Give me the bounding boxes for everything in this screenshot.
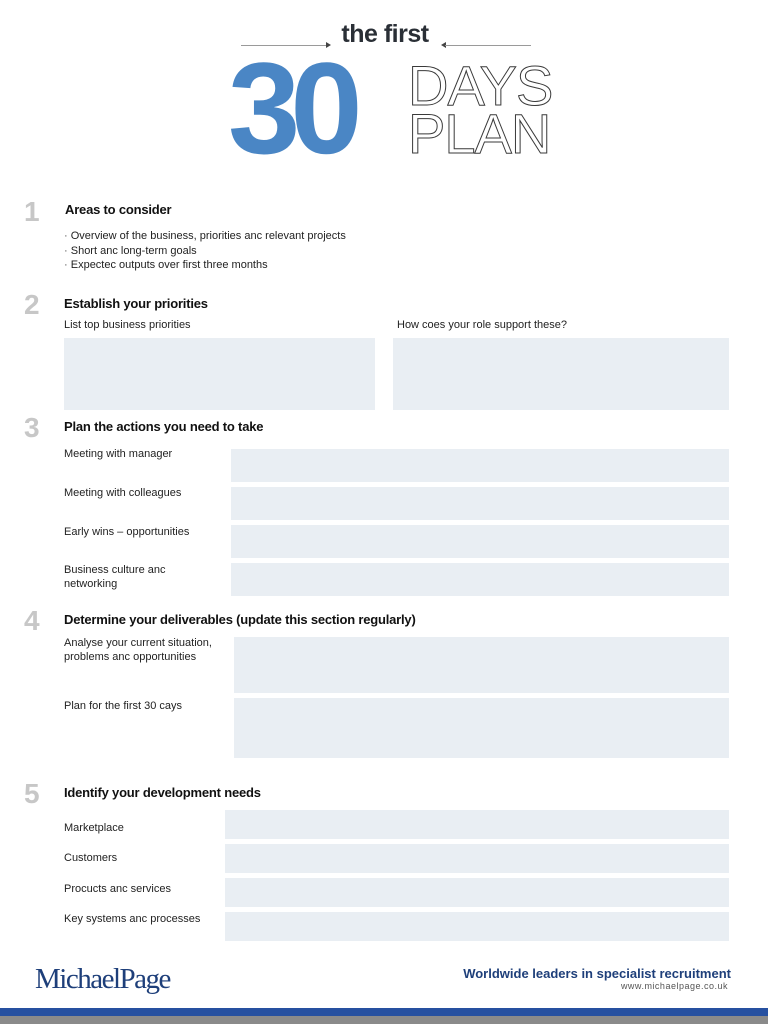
marketplace-field[interactable] [225,810,729,839]
section-5-title: Identify your development needs [64,785,261,800]
section-1-number: 1 [24,196,40,227]
early-wins-field[interactable] [231,525,729,558]
section-3-number: 3 [24,412,40,443]
section-1-title: Areas to consider [65,202,172,217]
michael-page-logo: MichaelPage [35,963,170,995]
first-30-days-field[interactable] [234,698,729,758]
meeting-manager-field[interactable] [231,449,729,482]
list-item: · Overview of the business, priorities anc relevant projects [64,229,346,244]
early-wins-label: Early wins – opportunities [64,526,190,538]
customers-label: Customers [64,852,118,864]
marketplace-label: Marketplace [64,822,124,834]
section-2-number: 2 [24,289,40,320]
key-systems-label: Key systems anc processes [64,913,201,925]
section-4-title: Determine your deliverables (update this section regularly) [64,612,416,627]
header-plan: PLAN [408,102,551,165]
footer-bar-grey [0,1016,768,1024]
current-situation-field[interactable] [234,637,729,693]
key-systems-field[interactable] [225,912,729,941]
priorities-label: List top business priorities [64,319,191,331]
meeting-manager-label: Meeting with manager [64,448,173,460]
current-situation-label: Analyse your current situation, problems anc opportunities [64,637,212,663]
role-support-field[interactable] [393,338,729,410]
section-3-title: Plan the actions you need to take [64,419,264,434]
header-number-30: 30 [228,35,353,181]
first-30-days-label: Plan for the first 30 cays [64,700,182,712]
meeting-colleagues-label: Meeting with colleagues [64,487,182,499]
section-4-number: 4 [24,605,40,636]
footer-url: www.michaelpage.co.uk [620,981,728,991]
role-support-label: How coes your role support these? [397,319,567,331]
list-item: · Expectec outputs over first three months [64,258,346,273]
header-rule-right [445,45,531,46]
customers-field[interactable] [225,844,729,873]
business-culture-field[interactable] [231,563,729,596]
priorities-field[interactable] [64,338,375,410]
meeting-colleagues-field[interactable] [231,487,729,520]
section-1-bullet-list [64,229,346,273]
products-services-label: Procucts anc services [64,883,171,895]
products-services-field[interactable] [225,878,729,907]
footer-bar-blue [0,1008,768,1016]
list-item: · Short anc long-term goals [64,244,346,259]
header-the-first: the first [341,20,429,48]
footer-tagline: Worldwide leaders in specialist recruitment [463,966,731,981]
section-2-title: Establish your priorities [64,296,208,311]
business-culture-label: Business culture anc networking [64,564,166,590]
section-5-number: 5 [24,778,40,809]
header-days: DAYS [408,54,553,117]
